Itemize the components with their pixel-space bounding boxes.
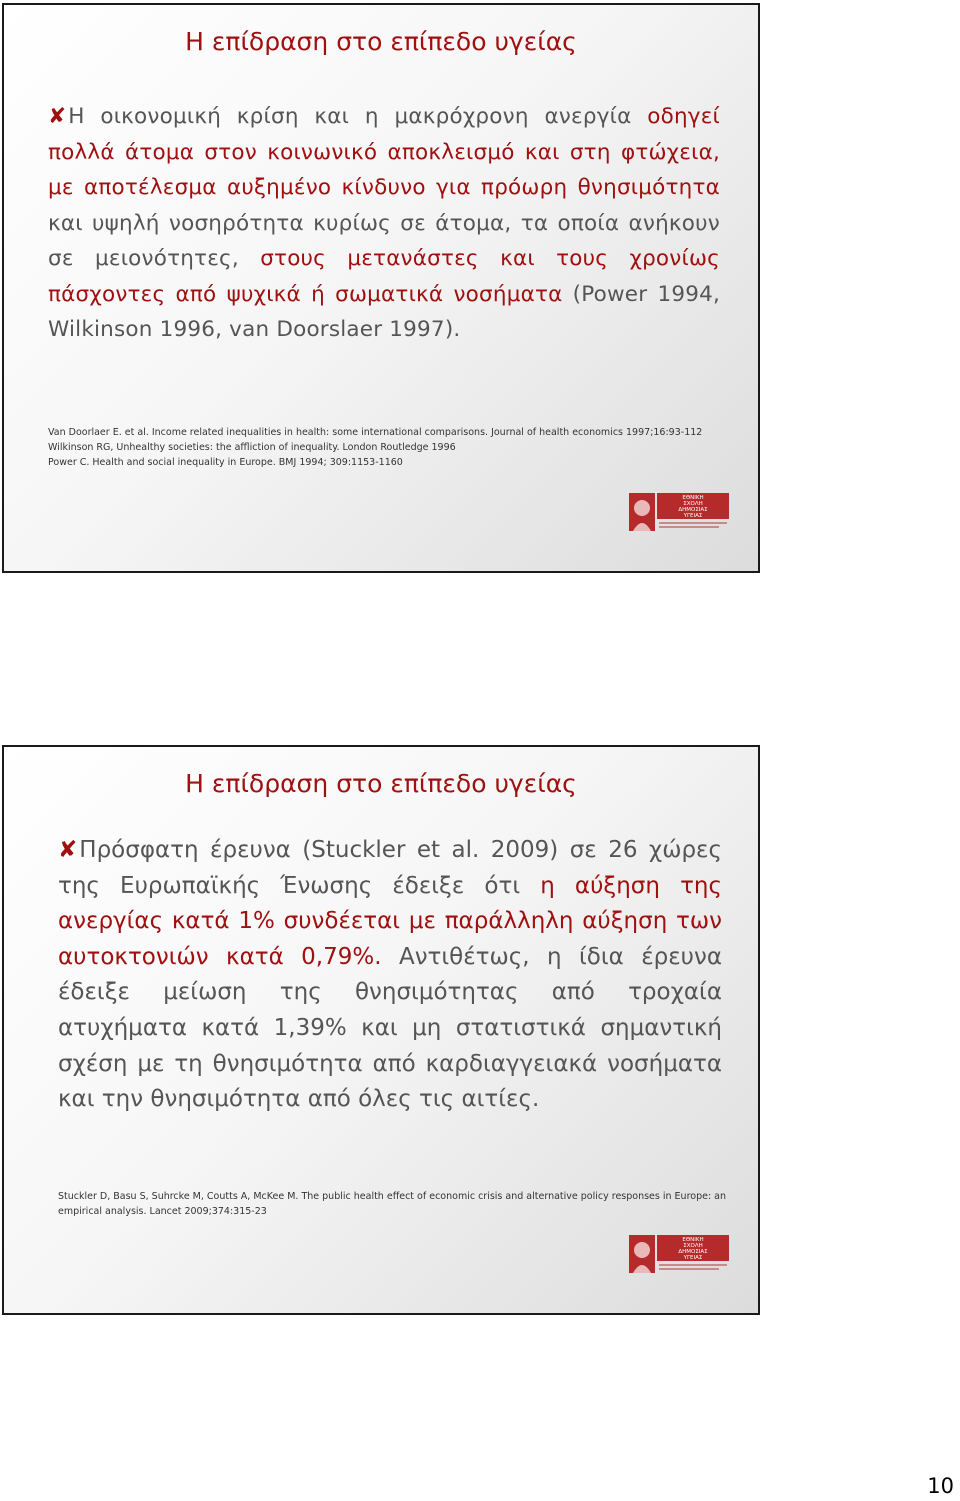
highlighted-text: στους μετανάστες και τους χρονίως πάσχοντες από ψυχικά ή σωματικά νοσήματα	[48, 246, 720, 307]
logo-line: ΣΧΟΛΗ	[683, 501, 703, 507]
logo-line: ΔΗΜΟΣΙΑΣ	[678, 507, 708, 513]
cross-bullet-icon: ✘	[48, 104, 67, 129]
highlighted-text: οδηγεί πολλά άτομα στον κοινωνικό αποκλεισμό και στη φτώχεια, με αποτέλεσμα αυξημένο κίνδυνο για πρόωρη θνησιμότητα	[48, 104, 720, 200]
school-logo	[629, 493, 729, 531]
page-number: 10	[927, 1474, 954, 1498]
references	[48, 425, 708, 471]
highlighted-text: η αύξηση της ανεργίας κατά 1% συνδέεται με παράλληλη αύξηση των αυτοκτονιών κατά 0,79%.	[58, 872, 722, 970]
logo-line: ΕΘΝΙΚΗ	[682, 1237, 704, 1243]
body-text: Αντιθέτως, η ίδια έρευνα έδειξε μείωση της θνησιμότητας από τροχαία ατυχήματα κατά 1,39% και μη στατιστικά σημαντική σχέση με τη θνησιμότητα από καρδιαγγειακά νοσήματα και την θνησιμότητα από όλες τις αιτίες.	[58, 943, 722, 1113]
logo-line: ΕΘΝΙΚΗ	[682, 495, 704, 501]
references	[58, 1189, 748, 1219]
bullet-paragraph	[48, 99, 720, 348]
school-logo	[629, 1235, 729, 1273]
body-text: και υψηλή νοσηρότητα κυρίως σε άτομα, τα οποία ανήκουν σε μειονότητες,	[48, 210, 720, 271]
logo-line: ΥΓΕΙΑΣ	[683, 1255, 703, 1261]
reference-item: Stuckler D, Basu S, Suhrcke M, Coutts A, McKee M. The public health effect of economic crisis and alternative policy responses in Europe: an empirical analysis. Lancet 2009;374:315-23	[58, 1191, 727, 1218]
body-text: Η οικονομική κρίση και η μακρόχρονη ανεργία	[68, 104, 648, 129]
slide-title: Η επίδραση στο επίπεδο υγείας	[185, 27, 577, 56]
reference-item: Wilkinson RG, Unhealthy societies: the affliction of inequality. London Routledge 1996	[48, 442, 456, 454]
logo-line: ΣΧΟΛΗ	[683, 1243, 703, 1249]
reference-item: Power C. Health and social inequality in Europe. BMJ 1994; 309:1153-1160	[48, 457, 403, 469]
slide-title: Η επίδραση στο επίπεδο υγείας	[185, 769, 577, 798]
bullet-paragraph	[58, 833, 722, 1118]
body-text: (Power 1994, Wilkinson 1996, van Doorslaer 1997).	[48, 281, 720, 342]
logo-line: ΥΓΕΙΑΣ	[683, 513, 703, 519]
reference-item: Van Doorlaer E. et al. Income related inequalities in health: some international comparisons. Journal of health economics 1997;16:93-112	[48, 427, 703, 438]
logo-line: ΔΗΜΟΣΙΑΣ	[678, 1249, 708, 1255]
slide-1	[2, 3, 760, 573]
slide-2	[2, 745, 760, 1315]
body-text: Πρόσφατη έρευνα (Stuckler et al. 2009) σε 26 χώρες της Ευρωπαϊκής Ένωσης έδειξε ότι	[58, 837, 722, 899]
cross-bullet-icon: ✘	[58, 837, 78, 863]
